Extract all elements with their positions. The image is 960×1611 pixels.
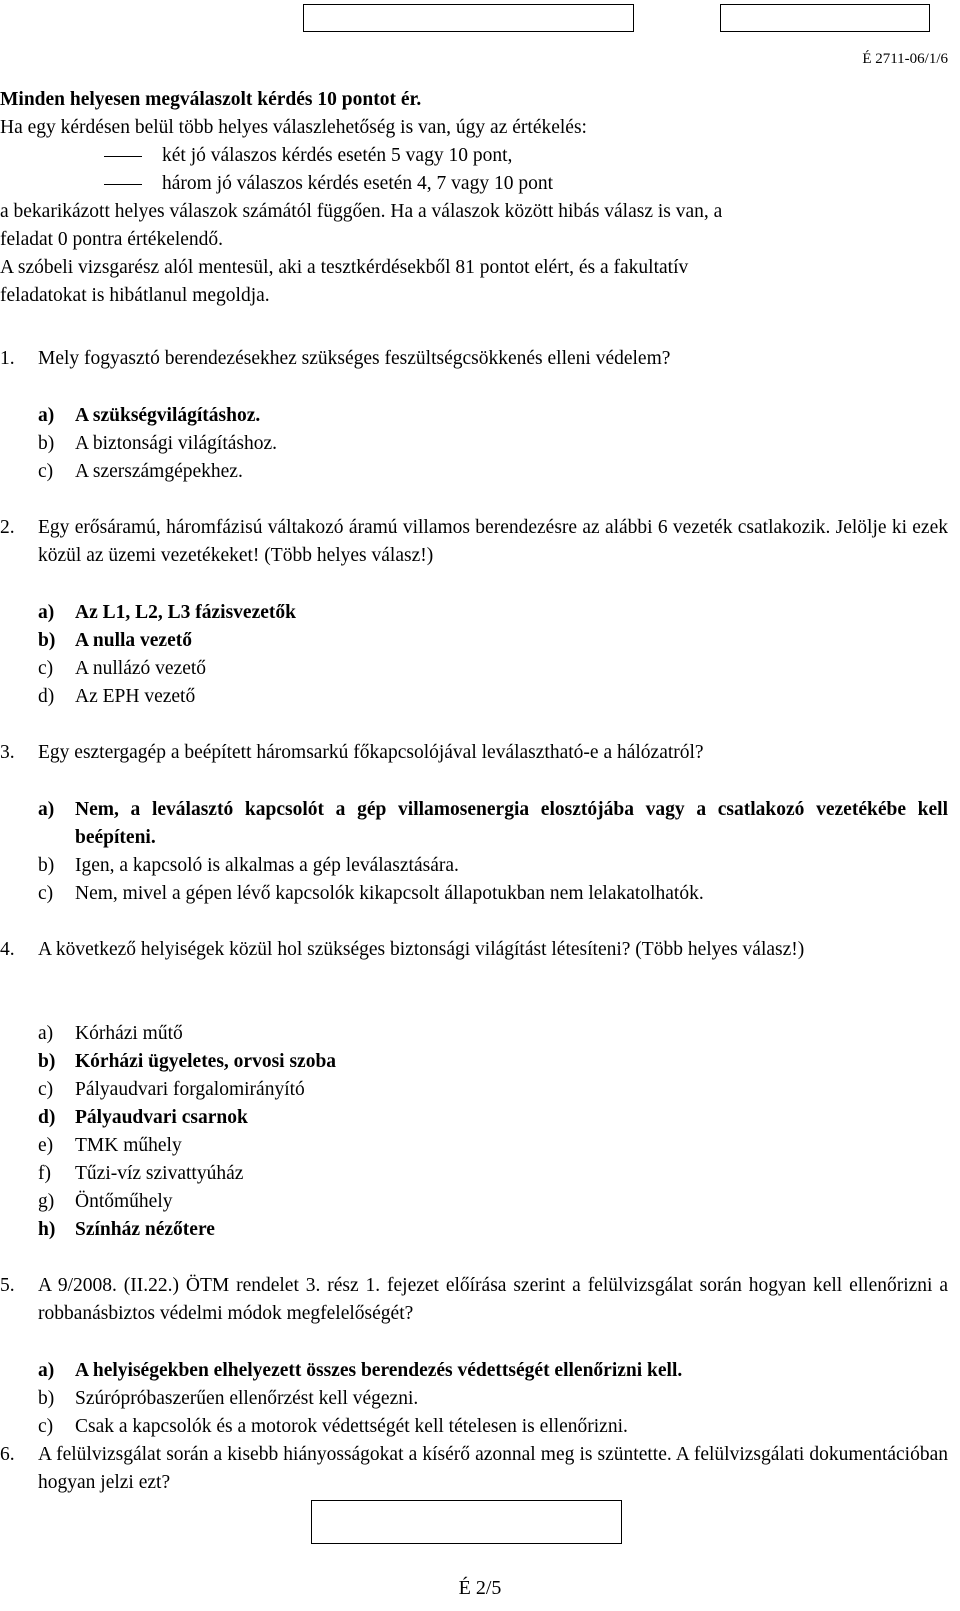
question-6 [0,1441,948,1497]
answer-option: c) A nullázó vezető [38,658,207,679]
answer-option: d) Pályaudvari csarnok [38,1107,248,1128]
score-box-bottom [311,1500,622,1544]
question-2 [0,514,948,570]
intro-section [0,86,948,310]
answer-option: b) Igen, a kapcsoló is alkalmas a gép leválasztására. [38,855,459,876]
answer-option: f) Tűzi-víz szivattyúház [38,1163,244,1184]
question-5 [0,1272,948,1328]
answer-option: b) Szúrópróbaszerűen ellenőrzést kell végezni. [38,1388,419,1409]
answer-option: a) A helyiségekben elhelyezett összes berendezés védettségét ellenőrizni kell. [38,1360,683,1381]
answer-option: b) A biztonsági világításhoz. [38,433,278,454]
question-text: A felülvizsgálat során a kisebb hiányosságokat a kísérő azonnal meg is szüntette. A felülvizsgálati dokumentációban hogyan jelzi ezt? [38,1444,948,1493]
answer-option: g) Öntőműhely [38,1191,173,1212]
answer-option: b) A nulla vezető [38,630,192,651]
question-3 [0,739,948,767]
answer-option: c) A szerszámgépekhez. [38,461,243,482]
answer-option: d) Az EPH vezető [38,686,196,707]
answer-option: h) Színház nézőtere [38,1219,215,1240]
answer-option: c) Pályaudvari forgalomirányító [38,1079,305,1100]
question-number: 3. [0,742,15,763]
answer-option: a) A szükségvilágításhoz. [38,405,261,426]
question-number: 2. [0,517,15,538]
intro-line: feladatokat is hibátlanul megoldja. [0,285,270,306]
score-box-left [303,4,634,32]
question-number: 4. [0,939,15,960]
dash-icon [104,156,142,157]
intro-bullet: két jó válaszos kérdés esetén 5 vagy 10 pont, [0,142,948,170]
question-text: A következő helyiségek közül hol szükséges biztonsági világítást létesíteni? (Több helyes válasz!) [38,939,805,960]
question-text: Egy esztergagép a beépített háromsarkú főkapcsolójával leválasztható-e a hálózatról? [38,742,704,763]
question-number: 6. [0,1444,15,1465]
answer-option: a) Nem, a leválasztó kapcsolót a gép villamosenergia elosztójába vagy a csatlakozó vezetékébe kell beépíteni. [38,799,948,848]
question-text: Egy erősáramú, háromfázisú váltakozó áramú villamos berendezésre az alábbi 6 vezeték csatlakozik. Jelölje ki ezek közül az üzemi vezetékeket! (Több helyes válasz!) [38,517,948,566]
answer-option: c) Csak a kapcsolók és a motorok védettségét kell tételesen is ellenőrizni. [38,1416,628,1437]
score-box-right [720,4,930,32]
question-1 [0,345,948,373]
question-number: 1. [0,348,15,369]
answer-option: a) Az L1, L2, L3 fázisvezetők [38,602,296,623]
answer-option: a) Kórházi műtő [38,1023,183,1044]
page-number: É 2/5 [458,1577,502,1599]
intro-line: A szóbeli vizsgarész alól mentesül, aki a tesztkérdésekből 81 pontot elért, és a fakultatív [0,257,689,278]
answer-option: b) Kórházi ügyeletes, orvosi szoba [38,1051,337,1072]
document-code: É 2711-06/1/6 [862,51,948,67]
question-4 [0,936,948,964]
answer-option: c) Nem, mivel a gépen lévő kapcsolók kikapcsolt állapotukban nem lelakatolhatók. [38,883,704,904]
intro-line: a bekarikázott helyes válaszok számától függően. Ha a válaszok között hibás válasz is van, a [0,201,723,222]
question-text: Mely fogyasztó berendezésekhez szükséges feszültségcsökkenés elleni védelem? [38,348,671,369]
answer-option: e) TMK műhely [38,1135,182,1156]
intro-line: feladat 0 pontra értékelendő. [0,229,224,250]
intro-bold-line: Minden helyesen megválaszolt kérdés 10 pontot ér. [0,89,422,110]
dash-icon [104,184,142,185]
intro-bullet: három jó válaszos kérdés esetén 4, 7 vagy 10 pont [0,170,948,198]
question-number: 5. [0,1275,15,1296]
intro-line: Ha egy kérdésen belül több helyes válaszlehetőség is van, úgy az értékelés: [0,117,587,138]
question-text: A 9/2008. (II.22.) ÖTM rendelet 3. rész 1. fejezet előírása szerint a felülvizsgálat során hogyan kell ellenőrizni a robbanásbiztos védelmi módok megfelelőségét? [38,1275,948,1324]
